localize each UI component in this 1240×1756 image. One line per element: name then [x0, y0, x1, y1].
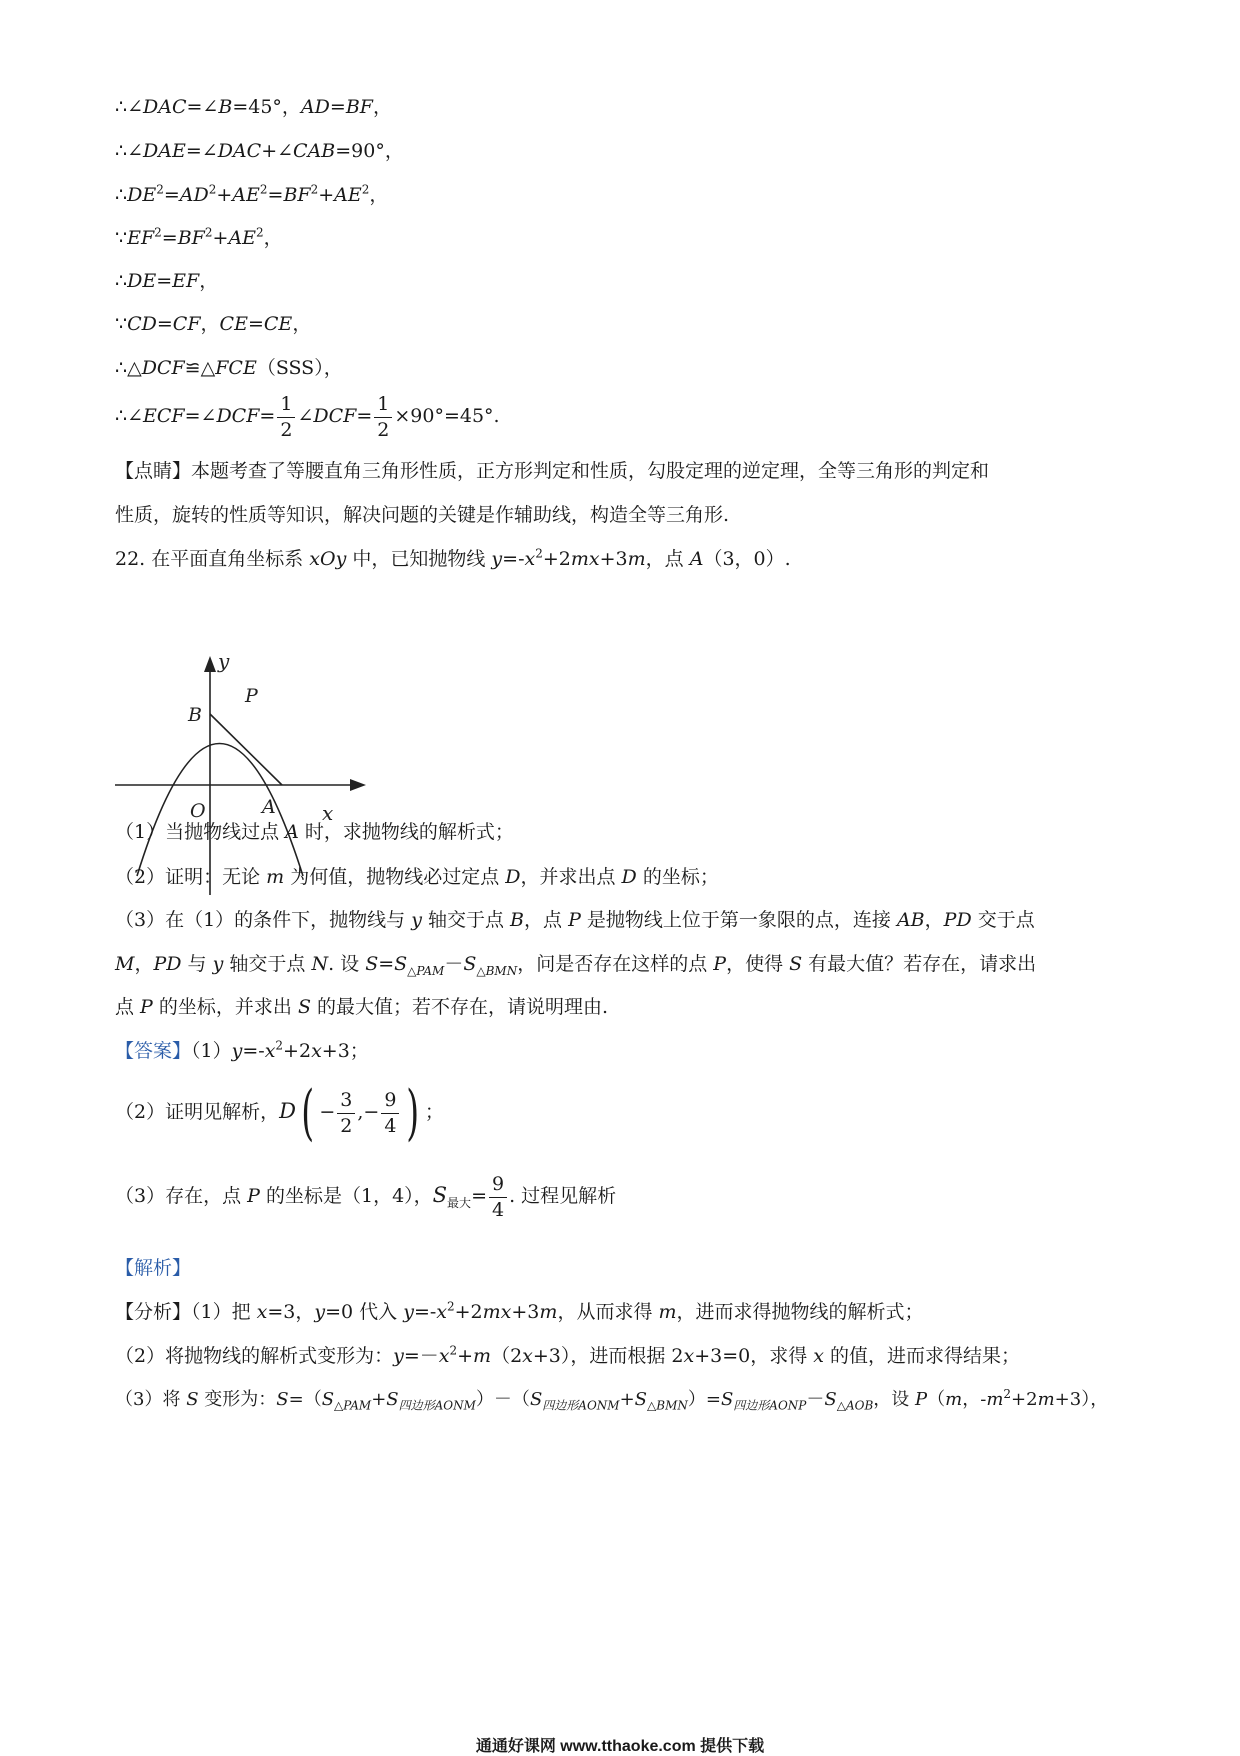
text: ）－（: [475, 1389, 530, 1410]
text: +3；: [321, 1040, 369, 1062]
analysis-line-3: [115, 1387, 1109, 1413]
text: =: [471, 1185, 487, 1208]
text: 时，求抛物线的解析式；: [298, 821, 514, 843]
math-var: D: [279, 1099, 296, 1123]
math-var: EF: [127, 227, 155, 249]
math-var: m: [1037, 1389, 1055, 1410]
text: ，进而求得抛物线的解析式；: [676, 1301, 924, 1323]
text: （: [927, 1389, 946, 1410]
text: 轴交于点: [223, 953, 312, 975]
text: （3）将: [115, 1389, 187, 1410]
math-var: AE: [232, 184, 260, 206]
fraction: [374, 392, 392, 442]
text: =-: [502, 548, 525, 570]
exponent: 2: [259, 182, 268, 197]
proof-line-2: [115, 142, 404, 161]
text: ，-: [962, 1389, 987, 1410]
proof-line-1: [115, 98, 392, 117]
math-var: DAC: [217, 140, 262, 162]
question-part-2: [115, 868, 719, 887]
question-part-3-line-3: [115, 998, 608, 1017]
math-var: M: [115, 953, 135, 975]
exponent: 2: [156, 182, 164, 197]
math-var: xOy: [309, 548, 347, 570]
exponent: 2: [275, 1038, 284, 1053]
text: 与: [181, 953, 213, 975]
text: +: [619, 1389, 635, 1410]
math-var: x: [256, 1301, 268, 1323]
text: 的坐标是（1，4），: [259, 1185, 433, 1208]
math-var: CE: [219, 313, 248, 335]
text: . 设: [328, 953, 366, 975]
numerator: 1: [374, 392, 392, 418]
analysis-line-2: [115, 1343, 1021, 1367]
text: ∵: [115, 313, 128, 335]
exponent: 2: [256, 225, 264, 240]
math-var: x: [264, 1040, 276, 1062]
fraction: [381, 1088, 399, 1138]
text: ∴: [115, 270, 128, 292]
text: 中，已知抛物线: [346, 548, 492, 570]
right-paren: ): [406, 1078, 420, 1148]
math-var: CAB: [293, 140, 336, 162]
text: ，: [369, 184, 389, 206]
text: ∴∠: [115, 140, 144, 162]
text: +3: [511, 1301, 540, 1323]
math-var: P: [568, 909, 581, 931]
text: ∵: [115, 227, 128, 249]
text: =: [259, 405, 276, 428]
numerator: 3: [337, 1088, 355, 1114]
text: 交于点: [971, 909, 1035, 931]
exponent: 2: [1003, 1387, 1012, 1401]
math-var: y: [411, 909, 422, 931]
math-var: D: [621, 866, 637, 888]
proof-line-7: [115, 359, 343, 378]
math-var: S: [386, 1389, 399, 1410]
text: 有最大值？若存在，请求出: [802, 953, 1037, 975]
subscript: △BMN: [647, 1398, 688, 1413]
math-var: m: [266, 866, 285, 888]
exponent: 2: [204, 225, 213, 240]
text: =-: [413, 1301, 437, 1323]
subscript: △AOB: [836, 1398, 874, 1413]
math-var: P: [247, 1185, 260, 1208]
fraction: [337, 1088, 355, 1138]
left-paren: (: [301, 1078, 315, 1148]
text: ，点: [645, 548, 690, 570]
text: 轴交于点: [421, 909, 511, 931]
text: +: [457, 1345, 474, 1367]
analysis-line-1: [115, 1299, 924, 1323]
text: =45°，: [232, 96, 301, 118]
denominator: 2: [377, 418, 390, 441]
origin-label: O: [190, 800, 206, 822]
text: ，点: [524, 909, 569, 931]
math-var: y: [403, 1301, 414, 1323]
text: ；: [424, 1101, 444, 1123]
text: 为何值，抛物线必过定点: [284, 866, 506, 888]
math-var: S: [276, 1389, 289, 1410]
math-var: x: [438, 1345, 450, 1367]
math-var: S: [789, 953, 803, 975]
math-var: mx: [482, 1301, 512, 1323]
math-var: S: [529, 1389, 543, 1410]
math-var: A: [285, 821, 299, 843]
subscript: 最大: [447, 1195, 472, 1210]
math-var: DE: [127, 184, 157, 206]
math-var: DE: [127, 270, 157, 292]
math-var: DCF: [313, 405, 357, 428]
math-var: PD: [153, 953, 182, 975]
text: 的坐标，并求出: [152, 996, 298, 1018]
text: ，: [292, 313, 312, 335]
fraction: [277, 392, 295, 442]
subscript: △PAM: [407, 963, 445, 978]
math-var: N: [311, 953, 329, 975]
text: +3），: [1054, 1389, 1109, 1410]
answer-line-2: [115, 1078, 444, 1148]
x-axis-arrow: [350, 779, 366, 791]
text: =: [156, 313, 173, 335]
text: +2: [1011, 1389, 1038, 1410]
math-var: m: [627, 548, 646, 570]
text: （3，0）.: [703, 548, 791, 570]
text: ∴△: [115, 357, 142, 379]
math-var: y: [231, 1040, 243, 1062]
text: ，: [263, 227, 283, 249]
denominator: 4: [491, 1198, 505, 1221]
subscript: 四边形AONP: [733, 1398, 807, 1413]
text: ，: [134, 953, 154, 975]
subscript: 四边形AONM: [398, 1398, 476, 1413]
math-var: DAC: [143, 96, 187, 118]
text: +: [318, 184, 335, 206]
text: +3: [599, 548, 628, 570]
math-var: P: [713, 953, 727, 975]
text: =0 代入: [325, 1301, 404, 1323]
math-var: BF: [283, 184, 311, 206]
math-var: y: [314, 1301, 326, 1323]
point-p-label: P: [245, 685, 258, 707]
text: ，从而求得: [557, 1301, 659, 1323]
text: 【分析】（1）把: [115, 1301, 257, 1323]
point-a-label: A: [262, 796, 276, 818]
text: ∠: [297, 405, 314, 428]
math-var: AE: [334, 184, 362, 206]
fraction: [489, 1172, 507, 1222]
math-var: DAE: [143, 140, 186, 162]
math-var: x: [524, 548, 536, 570]
question-part-1: [115, 823, 514, 842]
text: ≌△: [184, 357, 216, 379]
text: =90°，: [335, 140, 404, 162]
math-var: B: [218, 96, 233, 118]
math-var: CF: [172, 313, 201, 335]
math-var: BF: [345, 96, 373, 118]
text: =－: [403, 1345, 439, 1367]
math-var: AE: [228, 227, 257, 249]
answer-line-3: [115, 1172, 616, 1222]
math-var: PD: [943, 909, 972, 931]
answer-line-1: [115, 1038, 369, 1062]
y-axis-arrow: [204, 656, 216, 672]
text: +∠: [261, 140, 294, 162]
question-part-3-line-2: [115, 953, 1037, 978]
math-var: m: [986, 1389, 1004, 1410]
math-var: AD: [179, 184, 209, 206]
proof-line-3: [115, 182, 389, 206]
math-var: P: [915, 1389, 928, 1410]
text: +: [216, 184, 233, 206]
math-var: A: [689, 548, 704, 570]
math-var: DCF: [141, 357, 185, 379]
text: （2）证明：无论: [115, 866, 267, 888]
numerator: 1: [277, 392, 295, 418]
numerator: 9: [489, 1172, 507, 1198]
exponent: 2: [535, 546, 543, 561]
dianjing-line-1: 【点睛】本题考查了等腰直角三角形性质，正方形判定和性质，勾股定理的逆定理，全等三角形的判定和: [115, 460, 990, 482]
numerator: 9: [381, 1088, 399, 1114]
text: （2: [491, 1345, 523, 1367]
math-var: S: [394, 953, 408, 975]
math-var: AB: [896, 909, 925, 931]
math-var: S: [432, 1183, 448, 1208]
text: （1）: [191, 1040, 232, 1062]
denominator: 2: [340, 1114, 353, 1137]
text: ，问是否存在这样的点: [517, 953, 714, 975]
math-var: x: [436, 1301, 447, 1323]
text: −: [319, 1101, 336, 1123]
text: ，: [924, 909, 944, 931]
exponent: 2: [361, 182, 370, 197]
math-var: ECF: [143, 405, 185, 428]
math-var: AD: [300, 96, 330, 118]
math-var: S: [297, 996, 311, 1018]
proof-line-5: [115, 272, 218, 291]
math-var: m: [945, 1389, 963, 1410]
text: 的坐标；: [636, 866, 719, 888]
point-b-label: B: [188, 704, 202, 726]
math-var: S: [634, 1389, 648, 1410]
math-var: FCE: [215, 357, 257, 379]
text: =: [267, 184, 284, 206]
text: －: [806, 1389, 825, 1410]
text: ,−: [357, 1101, 380, 1123]
text: ×90°=45°.: [394, 405, 500, 428]
math-var: EF: [172, 270, 200, 292]
text: ，并求出点: [520, 866, 622, 888]
subscript: △PAM: [334, 1398, 372, 1413]
text: . 过程见解析: [509, 1185, 617, 1208]
math-var: x: [683, 1345, 695, 1367]
exponent: 2: [447, 1299, 455, 1314]
math-var: S: [463, 953, 477, 975]
text: =（: [288, 1389, 322, 1410]
text: －: [444, 953, 464, 975]
text: =∠: [184, 405, 217, 428]
proof-line-6: [115, 315, 311, 334]
parabola-curve: [137, 744, 303, 877]
denominator: 4: [384, 1114, 397, 1137]
math-var: x: [522, 1345, 533, 1367]
text: ∴: [115, 184, 128, 206]
subscript: 四边形AONM: [542, 1398, 620, 1413]
math-var: y: [393, 1345, 404, 1367]
text: =: [163, 184, 180, 206]
math-var: m: [473, 1345, 492, 1367]
text: ∴∠: [115, 405, 144, 428]
proof-line-8: [115, 392, 500, 442]
math-var: P: [140, 996, 153, 1018]
text: （3）在（1）的条件下，抛物线与: [115, 909, 412, 931]
math-var: D: [505, 866, 521, 888]
text: =∠: [185, 140, 218, 162]
math-var: x: [311, 1040, 322, 1062]
text: （SSS），: [256, 357, 343, 379]
text: +: [371, 1389, 387, 1410]
question-part-3-line-1: [115, 911, 1035, 930]
text: 22. 在平面直角坐标系: [115, 548, 310, 570]
math-var: m: [539, 1301, 558, 1323]
exponent: 2: [310, 182, 319, 197]
text: =: [161, 227, 178, 249]
math-var: y: [212, 953, 224, 975]
text: =3，: [267, 1301, 315, 1323]
math-var: m: [658, 1301, 677, 1323]
math-var: B: [510, 909, 525, 931]
x-label: x: [322, 801, 334, 825]
text: =∠: [186, 96, 219, 118]
text: +3=0，求得: [694, 1345, 814, 1367]
y-label: y: [218, 650, 230, 673]
answer-label: 【答案】: [115, 1040, 192, 1062]
text: ，: [372, 96, 392, 118]
parabola-graph: [110, 650, 370, 900]
exponent: 2: [208, 182, 217, 197]
subscript: △BMN: [476, 963, 518, 978]
math-var: DCF: [216, 405, 260, 428]
text: （3）存在，点: [115, 1185, 248, 1208]
math-var: mx: [570, 548, 600, 570]
text: 是抛物线上位于第一象限的点，连接: [580, 909, 897, 931]
text: ，: [199, 270, 219, 292]
text: 的最大值；若不存在，请说明理由.: [310, 996, 609, 1018]
exponent: 2: [449, 1343, 458, 1358]
text: =: [247, 313, 264, 335]
text: =-: [242, 1040, 265, 1062]
math-var: S: [824, 1389, 837, 1410]
text: 变形为：: [198, 1389, 277, 1410]
denominator: 2: [280, 418, 293, 441]
proof-line-4: [115, 225, 283, 249]
math-var: y: [491, 548, 503, 570]
text: 点: [115, 996, 141, 1018]
analysis-label: 【解析】: [115, 1257, 192, 1279]
math-var: S: [720, 1389, 734, 1410]
text: （2）将抛物线的解析式变形为：: [115, 1345, 394, 1367]
text: +2: [454, 1301, 483, 1323]
text: ，: [200, 313, 220, 335]
question-22-title: [115, 546, 791, 570]
segment-ab: [210, 714, 282, 785]
text: =: [329, 96, 346, 118]
footer-source: 通通好课网 www.tthaoke.com 提供下载: [475, 1738, 765, 1755]
text: =: [356, 405, 373, 428]
text: ，设: [873, 1389, 916, 1410]
text: ∴∠: [115, 96, 144, 118]
math-var: S: [186, 1389, 199, 1410]
text: +: [212, 227, 229, 249]
exponent: 2: [154, 225, 162, 240]
text: ）=: [687, 1389, 721, 1410]
text: =: [156, 270, 173, 292]
math-var: S: [365, 953, 379, 975]
math-var: S: [321, 1389, 335, 1410]
math-var: x: [813, 1345, 825, 1367]
text: =: [378, 953, 395, 975]
math-var: BF: [177, 227, 205, 249]
text: （1）当抛物线过点: [115, 821, 286, 843]
text: 的值，进而求得结果；: [824, 1345, 1021, 1367]
math-var: CD: [127, 313, 157, 335]
text: +2: [542, 548, 571, 570]
text: （2）证明见解析，: [115, 1101, 280, 1123]
text: ，使得: [726, 953, 790, 975]
text: +2: [283, 1040, 312, 1062]
dianjing-line-2: 性质，旋转的性质等知识，解决问题的关键是作辅助线，构造全等三角形.: [115, 504, 730, 526]
text: +3），进而根据 2: [532, 1345, 684, 1367]
math-var: CE: [263, 313, 293, 335]
